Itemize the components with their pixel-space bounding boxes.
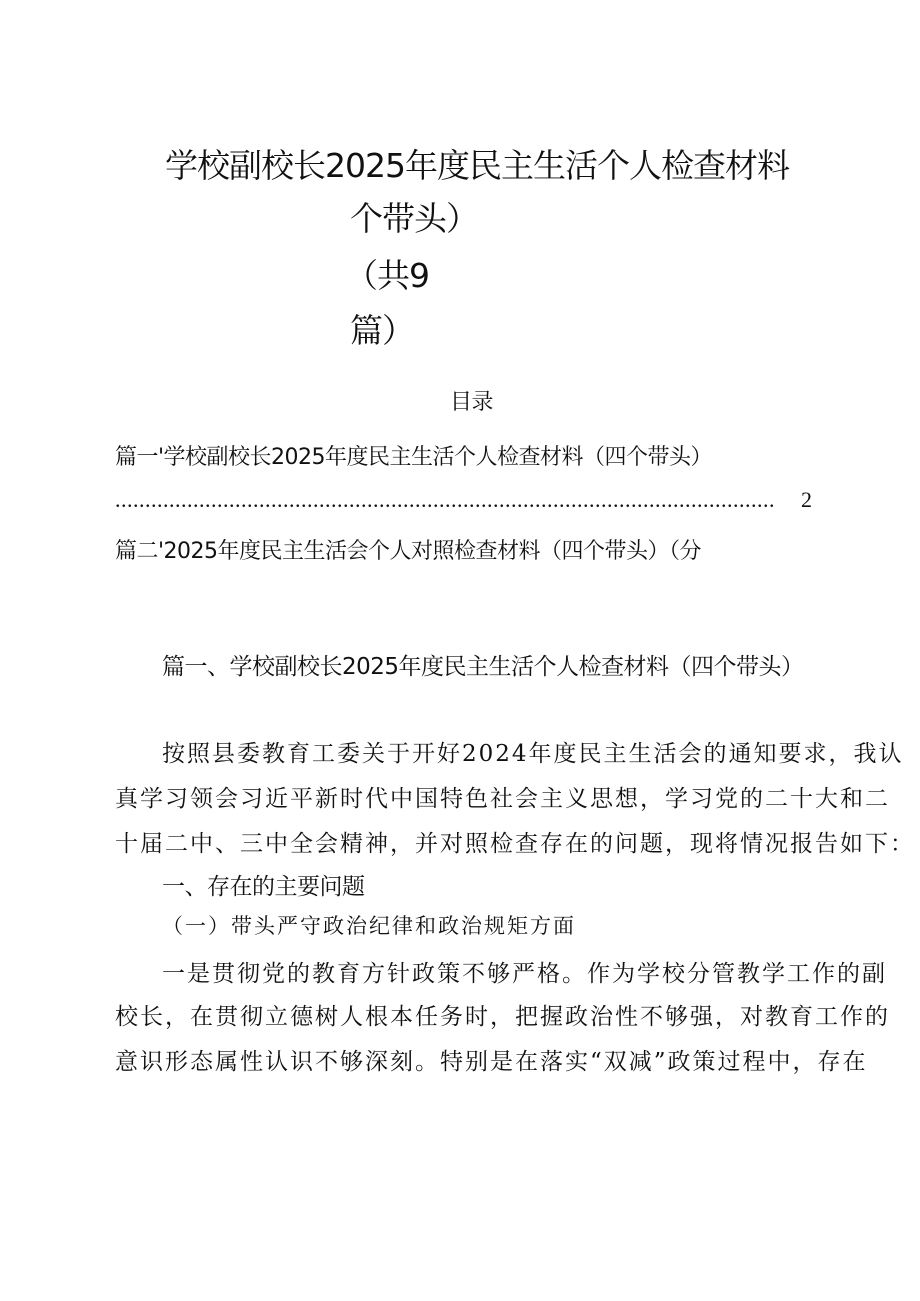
paragraph-1-line-3: 十届二中、三中全会精神，并对照检查存在的问题，现将情况报告如下： (115, 831, 915, 857)
toc-heading: 目录 (450, 390, 494, 415)
document-title-line-3: （共9 (345, 256, 429, 295)
paragraph-2-line-1: 一是贯彻党的教育方针政策不够严格。作为学校分管教学工作的副 (162, 961, 887, 987)
document-title-line-1: 学校副校长2025年度民主生活个人检查材料 (165, 146, 789, 185)
subsection-heading-1: （一）带头严守政治纪律和政治规矩方面 (162, 914, 576, 938)
toc-item-1[interactable]: 篇一'学校副校长2025年度民主生活个人检查材料（四个带头） (115, 445, 713, 470)
paragraph-1-line-1: 按照县委教育工委关于开好2024年度民主生活会的通知要求，我认 (162, 741, 904, 767)
toc-item-1-leader: .............................................................................................................. (115, 487, 775, 512)
document-title-line-2: 个带头） (350, 199, 478, 238)
paragraph-2-line-3: 意识形态属性认识不够深刻。特别是在落实“双减”政策过程中，存在 (115, 1049, 868, 1075)
article-heading: 篇一、学校副校长2025年度民主生活个人检查材料（四个带头） (162, 654, 804, 680)
toc-item-1-page: 2 (801, 487, 813, 512)
section-heading-1: 一、存在的主要问题 (162, 874, 365, 900)
toc-item-2[interactable]: 篇二'2025年度民主生活会个人对照检查材料（四个带头）（分 (115, 539, 702, 564)
paragraph-2-line-2: 校长，在贯彻立德树人根本任务时，把握政治性不够强，对教育工作的 (115, 1004, 890, 1030)
paragraph-1-line-2: 真学习领会习近平新时代中国特色社会主义思想，学习党的二十大和二 (115, 786, 890, 812)
document-title-line-4: 篇） (350, 311, 414, 350)
